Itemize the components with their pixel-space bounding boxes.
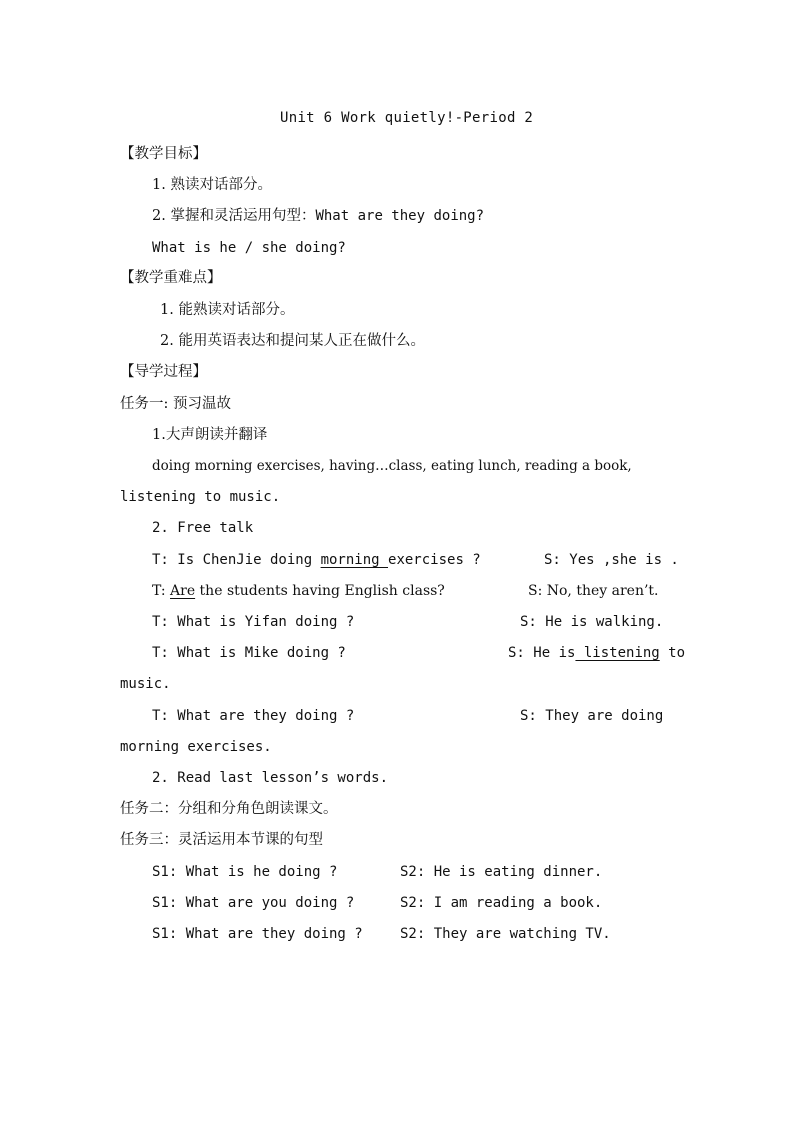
dialogue-student-4-continued: music.	[120, 676, 171, 692]
dialogue-teacher-3: T: What is Yifan doing ?	[152, 614, 355, 630]
objective-item-2	[152, 206, 484, 226]
dialogue-student-1: S: Yes ,she is .	[544, 552, 679, 568]
dialogue-teacher-5: T: What are they doing ?	[152, 708, 355, 724]
task-3-heading: 任务三：灵活运用本节课的句型	[120, 832, 323, 848]
dialogue-text: S: He is	[508, 645, 576, 661]
practice-question-3: S1: What are they doing ?	[152, 926, 363, 942]
step-3-label: 2. Read last lesson’s words.	[152, 770, 389, 786]
document-title: Unit 6 Work quietly!-Period 2	[280, 110, 534, 126]
dialogue-student-3: S: He is walking.	[520, 614, 664, 630]
dialogue-teacher-2	[152, 581, 445, 601]
dialogue-student-5-continued: morning exercises.	[120, 739, 272, 755]
dialogue-teacher-4: T: What is Mike doing ?	[152, 645, 346, 661]
phrases-line-1: doing morning exercises, having…class, eating lunch, reading a book,	[152, 458, 632, 474]
dialogue-student-2: S: No, they aren’t.	[528, 583, 659, 599]
phrases-line-2: listening to music.	[120, 489, 281, 505]
dialogue-text: T: Is ChenJie doing	[152, 552, 321, 568]
task-1-heading: 任务一: 预习温故	[120, 396, 231, 412]
process-heading: 【导学过程】	[120, 364, 207, 380]
step-2-label: 2. Free talk	[152, 520, 254, 536]
dialogue-text: T:	[152, 583, 171, 599]
practice-question-2: S1: What are you doing ?	[152, 895, 355, 911]
practice-answer-2: S2: I am reading a book.	[400, 895, 603, 911]
dialogue-student-5: S: They are doing	[520, 708, 664, 724]
underlined-word: morning	[320, 552, 389, 568]
objective-item-1: 1. 熟读对话部分。	[152, 177, 272, 193]
dialogue-student-4	[508, 643, 685, 663]
underlined-word: listening	[575, 645, 660, 661]
dialogue-text: exercises ?	[388, 552, 481, 568]
dialogue-teacher-1	[152, 550, 481, 570]
objectives-heading: 【教学目标】	[120, 146, 207, 162]
key-points-heading: 【教学重难点】	[120, 270, 222, 286]
practice-answer-3: S2: They are watching TV.	[400, 926, 611, 942]
step-1-label: 1.大声朗读并翻译	[152, 427, 268, 443]
dialogue-text: the students having English class?	[195, 583, 445, 599]
objective-item-2-question: What are they doing?	[315, 208, 485, 224]
underlined-word: Are	[170, 583, 196, 599]
key-point-item-2: 2. 能用英语表达和提问某人正在做什么。	[160, 333, 425, 349]
task-2-heading: 任务二：分组和分角色朗读课文。	[120, 801, 338, 817]
practice-answer-1: S2: He is eating dinner.	[400, 864, 603, 880]
key-point-item-1: 1. 能熟读对话部分。	[160, 302, 295, 318]
practice-question-1: S1: What is he doing ?	[152, 864, 338, 880]
objective-item-2-continued: What is he / she doing?	[152, 240, 346, 256]
dialogue-text: to	[659, 645, 686, 661]
objective-item-2-prefix: 2. 掌握和灵活运用句型：	[152, 208, 316, 224]
